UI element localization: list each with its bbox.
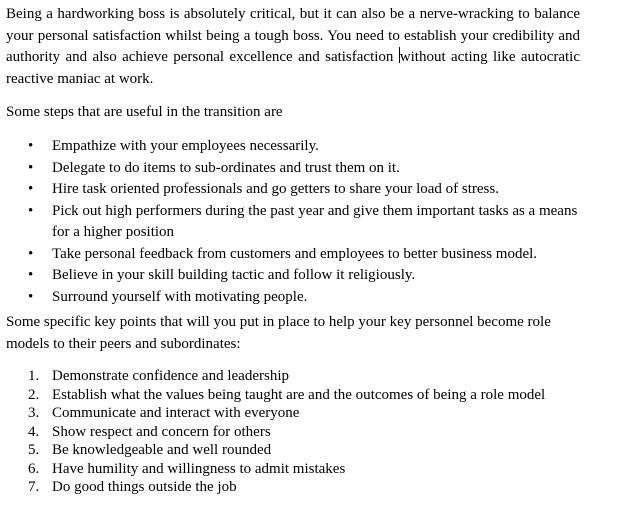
bullet-icon: •	[28, 159, 34, 176]
bullet-icon: •	[28, 202, 34, 219]
list-item-text: Believe in your skill building tactic and follow it religiously.	[52, 267, 416, 283]
list-item	[6, 136, 582, 158]
intro-text-after-cursor: without acting like autocratic reactive maniac at work.	[6, 49, 581, 87]
steps-list	[6, 136, 623, 308]
bullet-icon: •	[28, 138, 34, 154]
numbered-item	[6, 441, 623, 460]
item-text: Do good things outside the job	[52, 479, 237, 495]
item-text: Be knowledgeable and well rounded	[52, 442, 272, 458]
steps-heading: Some steps that are useful in the transition are	[6, 104, 283, 120]
intro-text-before-cursor: Being a hardworking boss is absolutely critical, but it can also be a nerve-wracking to balance your personal satisfaction whilst being a tough boss. You need to establish your credibility and authority and also achieve personal excellence and satisfaction	[6, 6, 580, 65]
bullet-icon: •	[28, 288, 34, 305]
bullet-icon: •	[28, 267, 34, 283]
list-item-text: Take personal feedback from customers and employees to better business model.	[52, 245, 538, 262]
list-item-text: Surround yourself with motivating people.	[52, 288, 308, 305]
item-text: Communicate and interact with everyone	[52, 405, 300, 421]
list-item-text: Pick out high performers during the past year and give them important tasks as a means for a higher position	[52, 202, 578, 240]
numbered-item	[6, 386, 623, 405]
item-text: Demonstrate confidence and leadership	[52, 368, 289, 384]
item-number: 7.	[28, 479, 40, 495]
item-number: 2.	[28, 386, 40, 403]
item-number: 5.	[28, 442, 40, 458]
list-item	[6, 244, 582, 266]
item-text: Establish what the values being taught are and the outcomes of being a role model	[52, 386, 546, 403]
item-number: 1.	[28, 368, 40, 384]
item-number: 6.	[28, 460, 40, 477]
bullet-icon: •	[28, 181, 34, 197]
item-number: 4.	[28, 423, 40, 440]
numbered-item	[6, 423, 623, 442]
numbered-item	[6, 367, 623, 386]
list-item	[6, 158, 582, 180]
item-number: 3.	[28, 405, 40, 421]
numbered-item	[6, 404, 623, 423]
numbered-item	[6, 478, 623, 497]
numbered-item	[6, 460, 623, 479]
list-item	[6, 265, 582, 287]
list-item	[6, 287, 582, 309]
key-points-heading: Some specific key points that will you put in place to help your key personnel become role models to their peers and subordinates:	[6, 314, 551, 352]
key-points-list	[6, 367, 623, 497]
intro-paragraph	[6, 4, 580, 90]
list-item	[6, 201, 582, 244]
bullet-icon: •	[28, 245, 34, 262]
item-text: Have humility and willingness to admit mistakes	[52, 460, 346, 477]
list-item	[6, 179, 582, 201]
list-item-text: Empathize with your employees necessarily.	[52, 138, 319, 154]
list-item-text: Delegate to do items to sub-ordinates and trust them on it.	[52, 159, 400, 176]
item-text: Show respect and concern for others	[52, 423, 271, 440]
list-item-text: Hire task oriented professionals and go getters to share your load of stress.	[52, 181, 499, 197]
